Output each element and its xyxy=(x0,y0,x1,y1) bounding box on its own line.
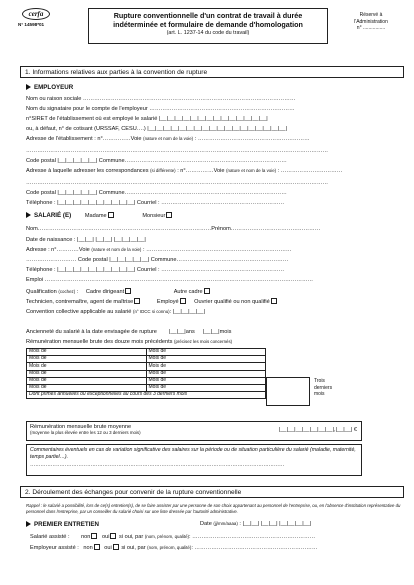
employeur-assiste-name-field[interactable]: : ………………………………………………………… xyxy=(191,545,318,551)
form-title-line3: (art. L. 1237-14 du code du travail) xyxy=(166,30,250,37)
employeur-heading: EMPLOYEUR xyxy=(26,84,73,91)
telephone-salarie-field[interactable]: Téléphone : |__|__|__|__|__|__|__|__|__|__| Courriel : ………………………………………………………… xyxy=(26,267,285,273)
code-postal-employeur-field[interactable]: Code postal |__|__|__|__|__| Commune…………………………………………………………………………… xyxy=(26,158,287,164)
salarie-heading: SALARIÉ (E) Madame Monsieur xyxy=(26,212,173,219)
premier-entretien-heading: PREMIER ENTRETIEN xyxy=(26,521,99,528)
primes-row[interactable]: Dont primes annuelles ou exceptionnelles au cours des 3 derniers mois xyxy=(27,392,266,399)
table-row xyxy=(27,392,266,399)
code-postal-salarie-field[interactable]: ……………………… Code postal |__|__|__|__|__| Commune…………………………………………………… xyxy=(26,257,289,263)
table-row: Mois de Mois de xyxy=(27,377,266,384)
table-row: Mois de Mois de xyxy=(27,363,266,370)
telephone-employeur-field[interactable]: Téléphone : |__|__|__|__|__|__|__|__|__|__| Courriel : ………………………………………………………… xyxy=(26,200,285,206)
trois-derniers-label: Trois derniers mois xyxy=(314,378,333,397)
commentaires-label: Commentaires éventuels en cas de variation significative des salaires sur la période ou de situation particulière du salarié (maladie, maternité, temps partiel…). xyxy=(30,447,356,460)
madame-checkbox[interactable] xyxy=(108,212,114,218)
admin-reserve-line1: Réservé à xyxy=(359,12,383,18)
emploi-field[interactable]: Emploi ……………………………………………………………………………………………………………………………… xyxy=(26,277,314,283)
employeur-assiste-row: Employeur assisté : non oui si oui, par (nom, prénom, qualité): ………………………………………………………… xyxy=(30,545,318,551)
cotisant-field[interactable]: ou, à défaut, n° de cotisant (URSSAF, CESU….) |__|__|__|__|__|__|__|__|__|__|__|__|__|__|__|__|__|__| xyxy=(26,126,287,132)
moyenne-box[interactable] xyxy=(26,421,362,441)
moyenne-field[interactable]: |__|__|__|__|__|__|__|,|__|__| € xyxy=(278,427,357,433)
technicien-checkbox[interactable] xyxy=(134,298,140,304)
madame-label: Madame xyxy=(84,213,107,219)
ouvrier-checkbox[interactable] xyxy=(271,298,277,304)
form-title-line1: Rupture conventionnelle d'un contrat de travail à durée xyxy=(113,11,303,20)
salarie-assiste-non-checkbox[interactable] xyxy=(91,533,97,539)
moyenne-label: Rémunération mensuelle brute moyenne xyxy=(30,424,132,430)
qualification-row2: Technicien, contremaître, agent de maîtrise Employé Ouvrier qualifié ou non qualifié xyxy=(26,298,278,305)
date-naissance-field[interactable]: Date de naissance : |__|__| |__|__| |__|__|__|__| xyxy=(26,237,146,243)
commentaires-dots[interactable]: ………………………………………………………………………………………………………………………………… xyxy=(30,461,285,468)
salarie-assiste-name-field[interactable]: : ………………………………………………………… xyxy=(189,534,316,540)
admin-reserve-line3: n° ................ xyxy=(356,25,386,31)
arrow-right-icon xyxy=(26,84,31,90)
salarie-assiste-oui-checkbox[interactable] xyxy=(110,533,116,539)
adresse-salarie-field[interactable]: Adresse : n°…………Voie (nature et nom de la voie) : …………………………………………………………………… xyxy=(26,247,292,253)
form-title-box xyxy=(88,8,328,44)
adresse-dots[interactable]: ……………………………………………………………………………………………………………………………………………… xyxy=(26,148,329,154)
section1-title: 1. Informations relatives aux parties à la convention de rupture xyxy=(20,66,404,78)
cerfa-logo: cerfa xyxy=(22,8,50,20)
convention-field[interactable]: Convention collective applicable au salarié (n° IDCC si connu): |__|__|__|__| xyxy=(26,309,205,315)
moyenne-sub: (moyenne la plus élevée entre les 12 ou 3 derniers mois) xyxy=(30,430,141,436)
autre-cadre-checkbox[interactable] xyxy=(204,288,210,294)
commentaires-box[interactable] xyxy=(26,444,362,476)
table-row: Mois de Mois de xyxy=(27,356,266,363)
date-entretien-field[interactable]: Date (jj/mm/aaaa) : |__|__| |__|__| |__|__|__|__| xyxy=(200,521,312,527)
qualification-row1: Qualification (cochez) : Cadre dirigeant Autre cadre xyxy=(26,288,211,295)
arrow-right-icon xyxy=(26,521,31,527)
employeur-assiste-oui-checkbox[interactable] xyxy=(113,544,119,550)
admin-reserve xyxy=(336,12,406,32)
siret-field[interactable]: n°SIRET de l'établissement où est employé le salarié |__|__|__|__|__|__|__|__|__|__|__|__|__|__| xyxy=(26,116,268,122)
adresse-etablissement-field[interactable]: Adresse de l'établissement : n°……………Voie (nature et nom de la voie) : …………………………………………………… xyxy=(26,136,310,142)
nom-prenom-field[interactable]: Nom…………………………………………………………………………………Prénom………………………………………… xyxy=(26,226,321,232)
monsieur-label: Monsieur xyxy=(142,213,166,219)
section2-intro: Rappel : le salarié a possibilité, lors de ce(s) entretien(s), de se faire assister par une personne de son choix appartenant au personnel de l'entreprise, ou, en l'absence d'institution représentative du personnel dans l'entreprise, par un conseiller du salarié choisi sur une liste dressée par l'autorité administrative. xyxy=(26,503,401,514)
form-title-line2: indéterminée et formulaire de demande d'homologation xyxy=(113,19,303,29)
employeur-assiste-non-checkbox[interactable] xyxy=(94,544,100,550)
arrow-right-icon xyxy=(26,212,31,218)
admin-reserve-line2: l'Administration xyxy=(354,18,388,25)
salarie-assiste-row: Salarié assisté : non oui si oui, par (nom, prénom, qualité): ………………………………………………………… xyxy=(30,534,316,540)
monsieur-checkbox[interactable] xyxy=(166,212,172,218)
salary-table xyxy=(26,348,266,399)
raison-sociale-field[interactable]: Nom ou raison sociale …………………………………………………………………………………………………… xyxy=(26,96,296,102)
table-row: Mois de Mois de xyxy=(27,370,266,377)
table-row: Mois de Mois de xyxy=(27,349,266,356)
signataire-field[interactable]: Nom du signataire pour le compte de l'employeur …………………………………………………………………… xyxy=(26,106,295,112)
cerfa-number: N° 14598*01 xyxy=(18,22,45,27)
section2-title: 2. Déroulement des échanges pour convenir de la rupture conventionnelle xyxy=(20,486,404,498)
adresse-correspondance-field[interactable]: Adresse à laquelle adresser les correspondances (si différente) : n°……………Voie (nature et nom de la voie) : …………………………… xyxy=(26,168,343,174)
code-postal-correspondance-field[interactable]: Code postal |__|__|__|__|__| Commune…………………………………………………………………………… xyxy=(26,190,287,196)
remuneration-title: Rémunération mensuelle brute des douze mois précédents (précisez les mois concernés) xyxy=(26,339,233,345)
trois-derniers-bracket xyxy=(266,377,310,406)
table-row: Mois de Mois de xyxy=(27,384,266,391)
employe-checkbox[interactable] xyxy=(180,298,186,304)
anciennete-field[interactable]: Ancienneté du salarié à la date envisagée de rupture |__|__|ans |__|__|mois xyxy=(26,329,232,335)
cadre-dirigeant-checkbox[interactable] xyxy=(125,288,131,294)
correspondance-dots[interactable]: ……………………………………………………………………………………………………………………………………………… xyxy=(26,180,329,186)
